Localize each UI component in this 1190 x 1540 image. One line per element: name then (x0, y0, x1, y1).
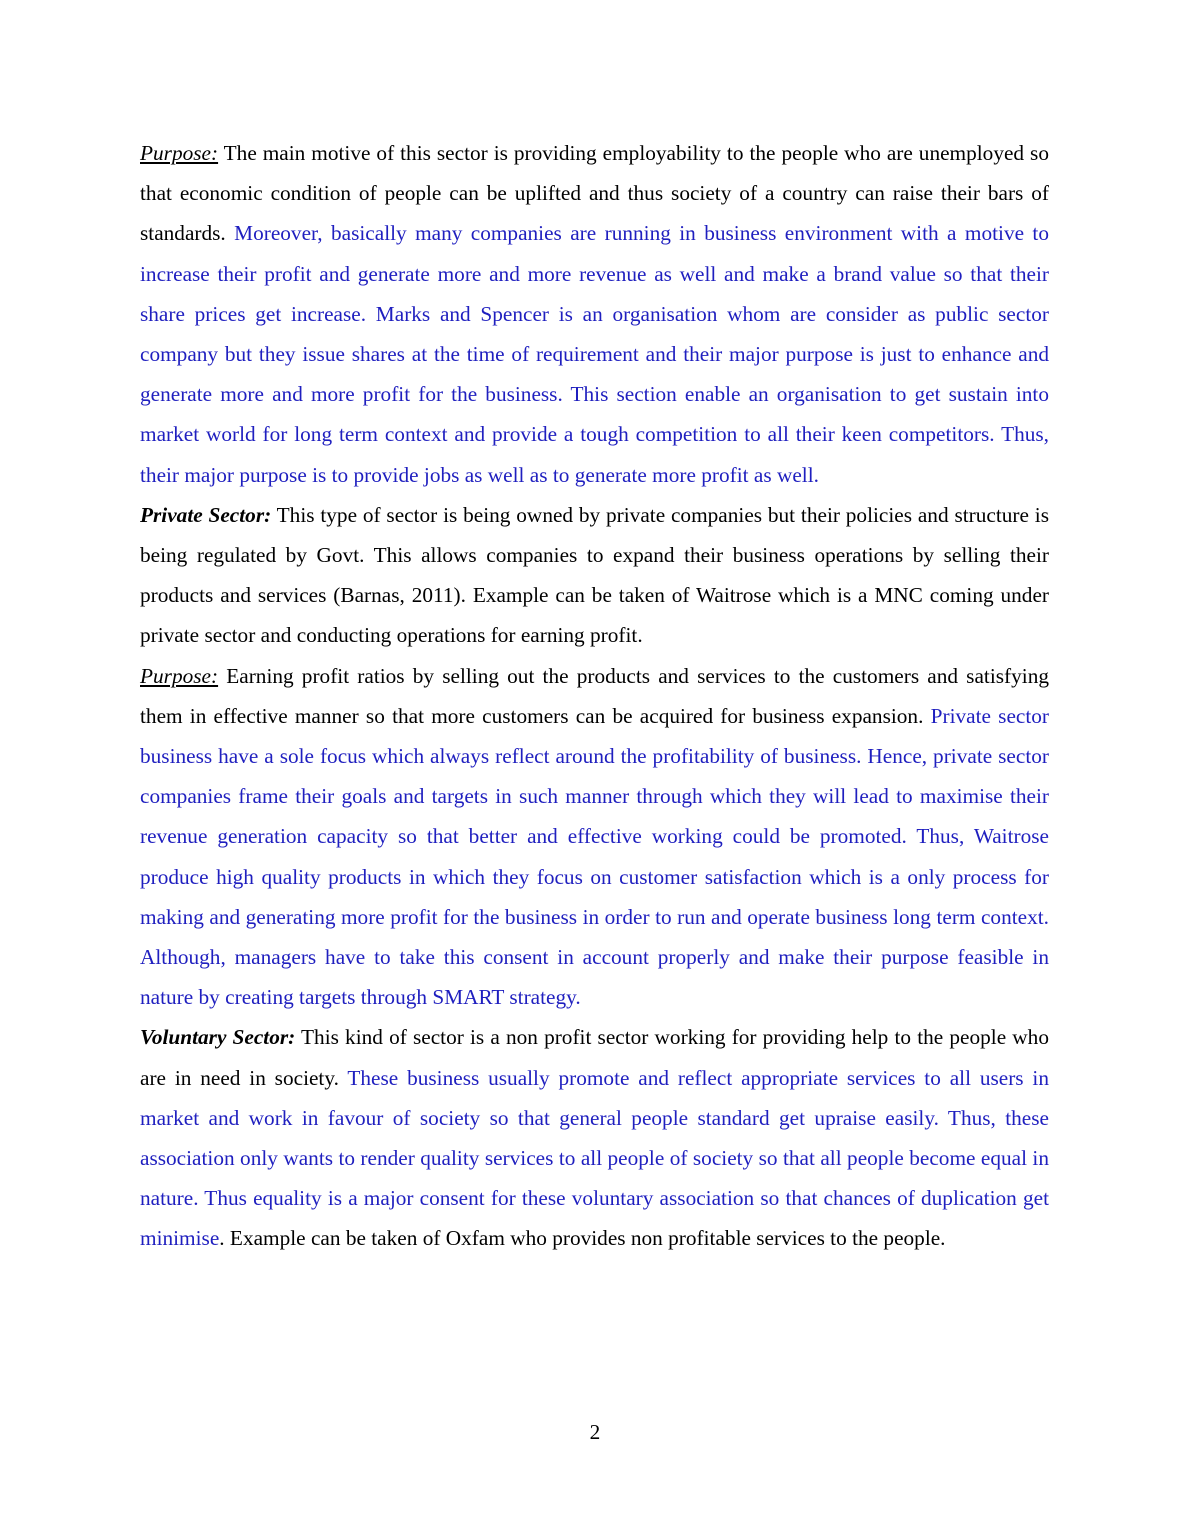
section-label: Voluntary Sector: (140, 1025, 296, 1050)
section-label: Private Sector: (140, 502, 272, 527)
paragraph-text-tail: . Example can be taken of Oxfam who provides non profitable services to the people. (219, 1226, 946, 1251)
purpose-label: Purpose: (140, 663, 219, 688)
paragraph-text: This type of sector is being owned by private companies but their policies and structure is being regulated by Govt. This allows companies to expand their business operations by selling their products and services (Barnas, 2011). Example can be taken of Waitrose which is a MNC coming under private sector and conducting operations for earning profit. (140, 502, 1049, 648)
purpose-label: Purpose: (140, 141, 219, 165)
paragraph-text: This kind of sector is a non profit sector working for providing help to the people who are in need in society. (140, 1025, 1049, 1090)
paragraph-public-purpose (140, 133, 1049, 495)
paragraph-text: Earning profit ratios by selling out the products and services to the customers and satisfying them in effective manner so that more customers can be acquired for business expansion. (140, 663, 1049, 728)
highlighted-text: These business usually promote and reflect appropriate services to all users in market and work in favour of society so that general people standard get upraise easily. Thus, these association only wants to render quality services to all people of society so that all people become equal in nature. Thus equality is a major consent for these voluntary association so that chances of duplication get minimise (140, 1065, 1049, 1251)
highlighted-text: Moreover, basically many companies are running in business environment with a motive to increase their profit and generate more and more revenue as well and make a brand value so that their share prices get increase. Marks and Spencer is an organisation whom are consider as public sector company but they issue shares at the time of requirement and their major purpose is just to enhance and generate more and more profit for the business. This section enable an organisation to get sustain into market world for long term context and provide a tough competition to all their keen competitors. Thus, their major purpose is to provide jobs as well as to generate more profit as well. (140, 221, 1049, 487)
paragraph-private-sector (140, 495, 1049, 656)
paragraph-voluntary-sector (140, 1017, 1049, 1258)
paragraph-private-purpose (140, 656, 1049, 1018)
page-number: 2 (589, 1420, 601, 1444)
document-body (140, 133, 1049, 1259)
highlighted-text: Private sector business have a sole focus which always reflect around the profitability of business. Hence, private sector companies frame their goals and targets in such manner through which they will lead to maximise their revenue generation capacity so that better and effective working could be promoted. Thus, Waitrose produce high quality products in which they focus on customer satisfaction which is a only process for making and generating more profit for the business in order to run and operate business long term context. Although, managers have to take this consent in account properly and make their purpose feasible in nature by creating targets through SMART strategy. (140, 703, 1050, 1010)
paragraph-text: The main motive of this sector is providing employability to the people who are unemployed so that economic condition of people can be uplifted and thus society of a country can raise their bars of standards. (140, 141, 1049, 246)
